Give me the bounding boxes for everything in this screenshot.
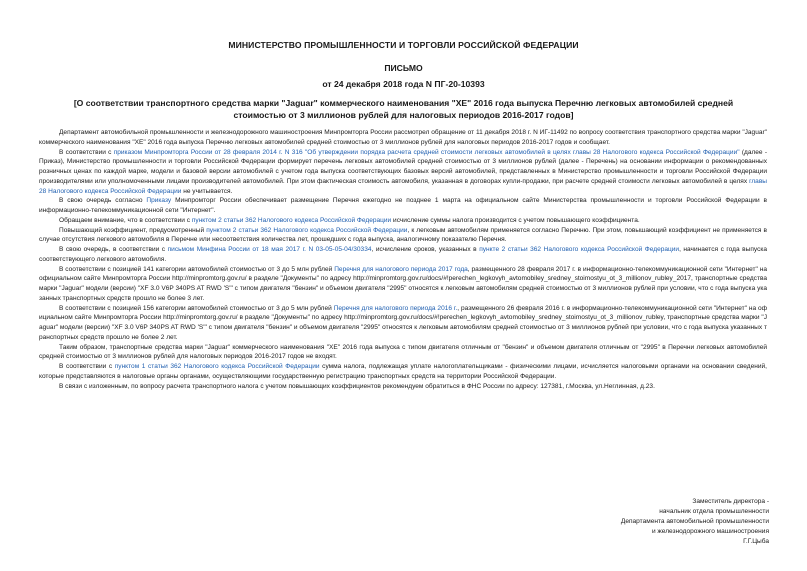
paragraph-9: Таким образом, транспортные средства марки "Jaguar" коммерческого наименования "XE" 2016 года выпуска с типом двигателя отличным от "бензин" и объемом двигателя отличным от "2995" в Перечни легковых автомобилей средней стоимостью от 3 миллионов рублей для налоговых периодов 2016-2017 годов не входят. [39, 343, 767, 361]
paragraph-text: (далее - Приказ), Министерство промышленности и торговли Российской Федерации формирует перечень легковых автомобилей средней стоимостью от 3 миллионов рублей (далее - Перечень) на основании информации о рекомендованных розничных ценах по каждой марке, модели и базовой версии автомобилей с учетом года выпуска соответствующих базовых версий автомобилей, представленных в Министерство промышленности и торговли Российской Федерации производителями или уполномоченными лицами производителей автомобилей. При этом фактическая стоимость автомобиля, указанная в договорах купли-продажи, при расчете средней стоимости легковых автомобилей в целях [39, 148, 767, 185]
paragraph-text: Обращаем внимание, что в соответствии с [59, 216, 192, 224]
paragraph-11: В связи с изложенным, по вопросу расчета транспортного налога с учетом повышающих коэффициентов рекомендуем обратиться в ФНС России по адресу: 127381, г.Москва, ул.Неглинная, д.23. [59, 382, 655, 390]
document-type: ПИСЬМО [384, 63, 423, 73]
paragraph-text: , размещенного 26 февраля 2016 г. в информационно-телекоммуникационной сети "Интернет" на официальном сайте Минпромторга России http://minpromtorg.gov.ru/ в разделе "Документы" по адресу http://minpromtorg.gov.ru/docs/#!perechen_legkovyh_avtomobiley_sredney_stoimostyu_ot_3_millionov_rubley, транспортные средства марки "Jaguar" модели (версии) "XF 3.0 V6P 340PS AT RWD 'S'" с типом двигателя "бензин" и объемом двигателя "2995" относятся к легковым автомобилям средней стоимостью от 3 миллионов рублей при условии, что с года выпуска указанных транспортных средств прошло не более 2 лет. [39, 304, 767, 341]
paragraph-text: В свою очередь согласно [59, 197, 147, 205]
document-body [39, 128, 767, 391]
paragraph-2 [39, 148, 767, 197]
paragraph-5 [39, 226, 767, 246]
list-2016-link[interactable]: Перечня для налогового периода 2016 г. [333, 304, 458, 312]
document-date-number: от 24 декабря 2018 года N ПГ-20-10393 [322, 79, 485, 89]
paragraph-text: В свою очередь, в соответствии с [59, 246, 168, 253]
paragraph-text: исчисление суммы налога производится с учетом повышающего коэффициента. [391, 216, 640, 224]
signature-line: начальник отдела промышленности [659, 508, 769, 515]
paragraph-8 [39, 304, 767, 343]
paragraph-text: В соответствии с позицией 156 категории автомобилей стоимостью от 3 до 5 млн рублей [59, 304, 334, 312]
order-link[interactable]: Приказу [146, 197, 172, 205]
tax-code-chapter-28-link[interactable]: главы 28 Налогового кодекса Российской Федерации [39, 177, 767, 195]
paragraph-7 [39, 265, 767, 304]
paragraph-text: , размещенного 28 февраля 2017 г. в информационно-телекоммуникационной сети "Интернет" на официальном сайте Минпромторга России http://minpromtorg.gov.ru/ в разделе "Документы" по адресу http://minpromtorg.gov.ru/docs/#!perechen_legkovyh_avtomobiley_sredney_stoimostyu_ot_3_millionov_rubley_2017, транспортные средства марки "Jaguar" модели (версии) "XF 3.0 V6P 340PS AT RWD 'S'" с типом двигателя "бензин" и объемом двигателя "2995" относятся к легковым автомобилям средней стоимостью от 3 миллионов рублей при условии, что с года выпуска указанных транспортных средств прошло не более 3 лет. [39, 265, 767, 302]
paragraph-text: не учитывается. [181, 187, 233, 195]
signature-line: и железнодорожного машиностроения [651, 528, 769, 535]
paragraph-text: В соответствии с позицией 141 категории автомобилей стоимостью от 3 до 5 млн рублей [59, 265, 335, 273]
paragraph-text: В соответствии с [59, 363, 115, 370]
paragraph-text: , начинается с года выпуска соответствующего легкового автомобиля. [39, 246, 767, 263]
signature-block [621, 497, 769, 547]
document-title: [О соответствии транспортного средства марки "Jaguar" коммерческого наименования "XE" 2016 года выпуска Перечню легковых автомобилей средней стоимостью от 3 миллионов рублей для налоговых периодов 2016-2017 годов] [73, 98, 734, 120]
signature-line: Заместитель директора - [692, 498, 769, 505]
paragraph-1: Департамент автомобильной промышленности и железнодорожного машиностроения Минпромторга России рассмотрел обращение от 11 декабря 2018 г. N ИГ-11492 по вопросу соответствия транспортного средства марки "Jaguar" коммерческого наименования "XE" 2016 года выпуска Перечню легковых автомобилей средней стоимостью от 3 миллионов рублей для налоговых периодов 2016-2017 годов и сообщает. [39, 129, 767, 146]
signatory-name: Г.Г.Цыба [743, 538, 769, 545]
paragraph-text: В соответствии с [59, 148, 114, 156]
ministry-heading: МИНИСТЕРСТВО ПРОМЫШЛЕННОСТИ И ТОРГОВЛИ РОССИЙСКОЙ ФЕДЕРАЦИИ [228, 40, 579, 50]
paragraph-4 [39, 216, 767, 226]
paragraph-text: сумма налога, подлежащая уплате налогоплательщиками - физическими лицами, исчисляется налоговыми органами на основании сведений, которые представляются в налоговые органы органами, осуществляющими государственную регистрацию транспортных средств на территории Российской Федерации. [39, 363, 767, 380]
paragraph-text: , к легковым автомобилям применяется согласно Перечню. При этом, повышающий коэффициент не применяется в случае отсутствия легкового автомобиля в Перечне или несоответствия количества лет, прошедших с года выпуска, аналогичному показателю Перечня. [39, 226, 767, 244]
paragraph-6 [39, 245, 767, 265]
tax-code-362-2-link[interactable]: пунктом 2 статьи 362 Налогового кодекса Российской Федерации [191, 216, 392, 224]
minfin-letter-link[interactable]: письмом Минфина России от 18 мая 2017 г. N 03-05-05-04/30334 [167, 246, 372, 253]
list-2017-link[interactable]: Перечня для налогового периода 2017 года [334, 265, 468, 273]
paragraph-text: Повышающий коэффициент, предусмотренный [59, 226, 207, 234]
tax-code-362-2-link[interactable]: пунктом 2 статьи 362 Налогового кодекса Российской Федерации [206, 226, 408, 234]
signature-line: Департамента автомобильной промышленности [620, 518, 769, 525]
paragraph-text: Минпромторг России обеспечивает размещение Перечня ежегодно не позднее 1 марта на официальном сайте Министерства промышленности и торговли Российской Федерации в информационно-телекоммуникационной сети "Интернет". [39, 197, 768, 214]
order-316-link[interactable]: приказом Минпромторга России от 28 февраля 2014 г. N 316 "Об утверждении порядка расчета средней стоимости легковых автомобилей в целях главы 28 Налогового кодекса Российской Федерации" [113, 148, 740, 156]
paragraph-10 [39, 362, 767, 382]
paragraph-text: , исчисление сроков, указанных в [371, 246, 480, 253]
tax-code-362-1-link[interactable]: пунктом 1 статьи 362 Налогового кодекса Российской Федерации [114, 363, 320, 370]
tax-code-362-2-link[interactable]: пункте 2 статьи 362 Налогового кодекса Российской Федерации [479, 246, 680, 253]
paragraph-3 [39, 196, 767, 216]
